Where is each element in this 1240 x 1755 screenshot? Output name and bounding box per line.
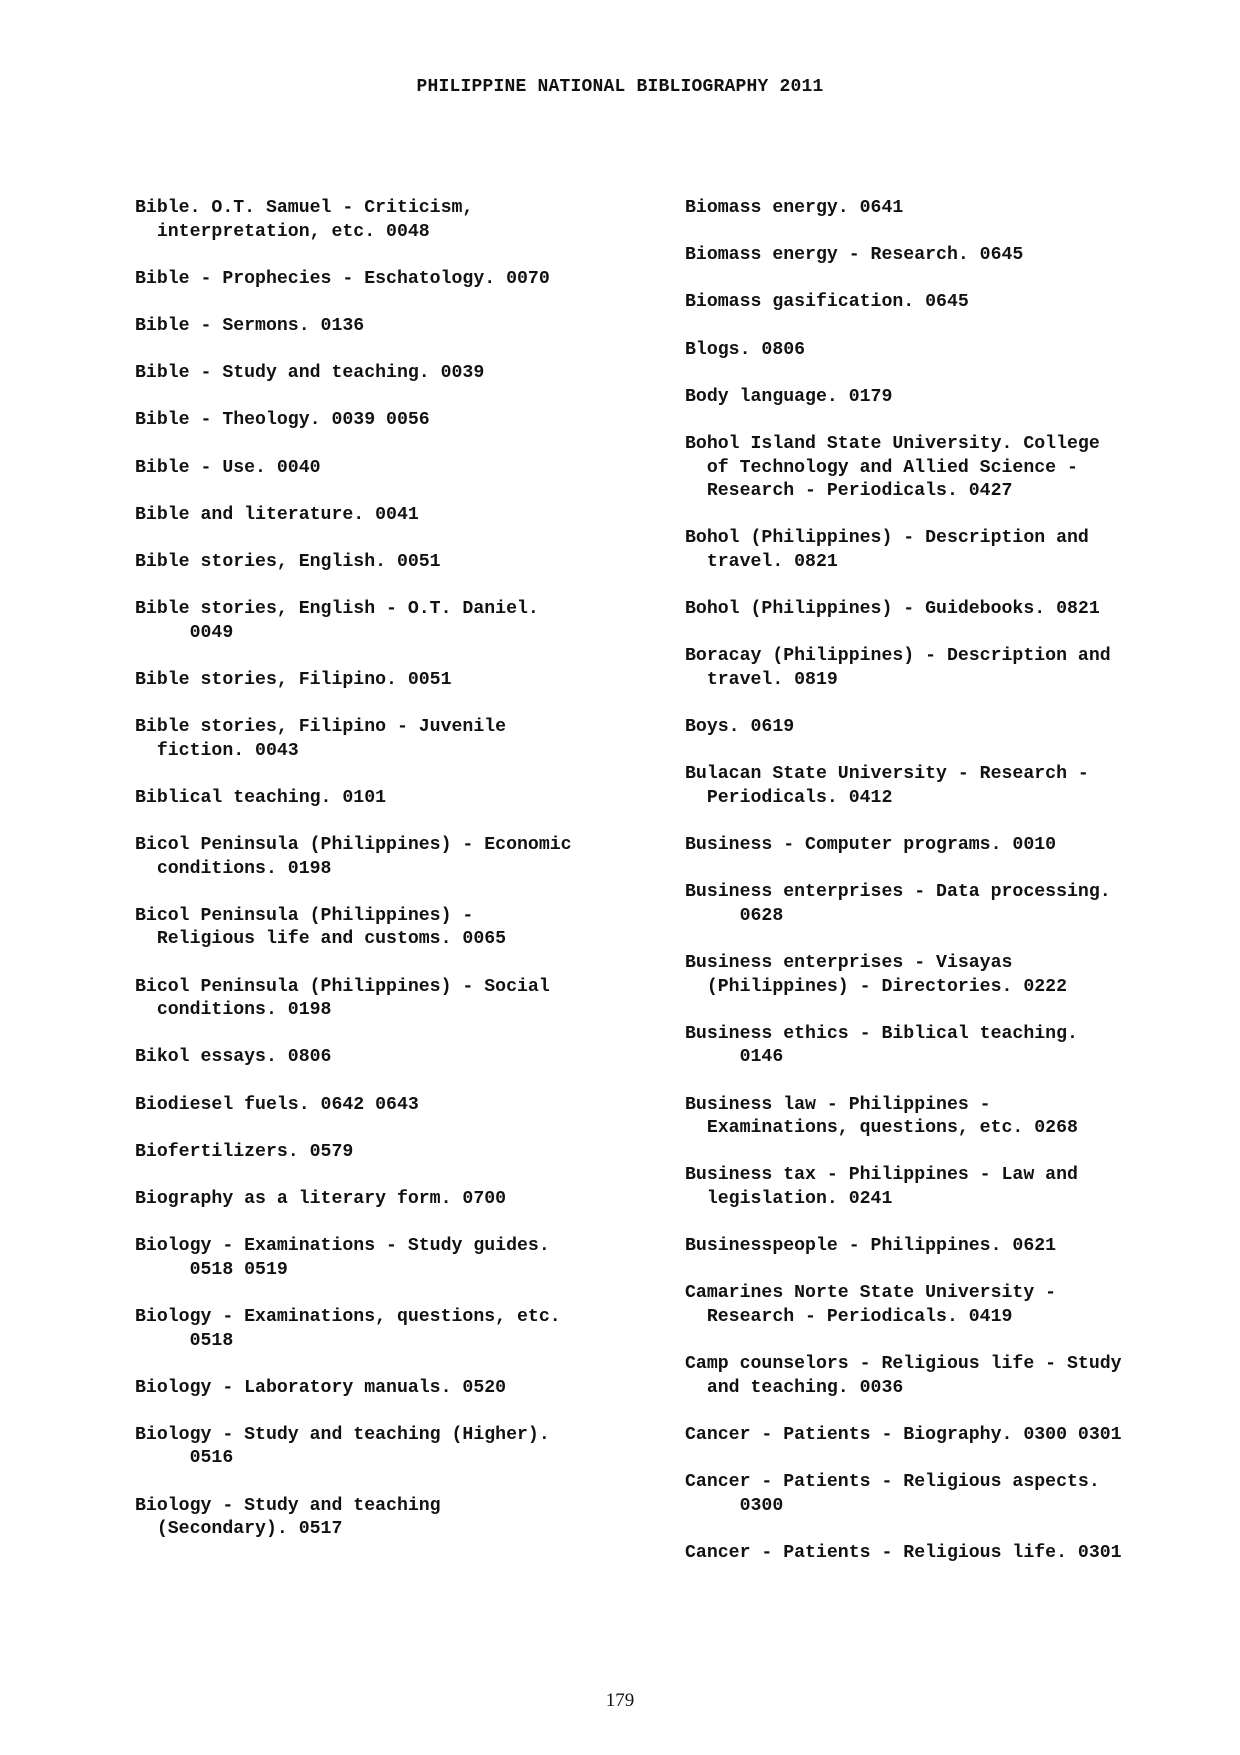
index-entry-line: Camp counselors - Religious life - Study [685,1354,1122,1375]
index-entry [135,1141,655,1165]
index-entry-line: Bible. O.T. Samuel - Criticism, [135,198,474,218]
index-entry-line: Biology - Study and teaching [135,1495,441,1516]
index-entry-line: Bible stories, English. 0051 [135,551,441,572]
index-entry-line: interpretation, etc. 0048 [135,221,430,242]
index-entry-line: legislation. 0241 [685,1188,893,1209]
index-entry [135,1188,655,1212]
index-entry-line: Examinations, questions, etc. 0268 [685,1118,1078,1139]
index-entry-line: Business tax - Philippines - Law and [685,1165,1078,1186]
index-entry-line: Biology - Laboratory manuals. 0520 [135,1377,507,1398]
index-entry [685,1353,1230,1400]
index-entry-line: Business enterprises - Data processing. [685,882,1111,903]
index-entry-line: fiction. 0043 [135,740,299,761]
index-entry-line: Biology - Examinations, questions, etc. [135,1306,561,1327]
index-entry-line: Body language. 0179 [685,386,893,407]
index-entry-line: Biology - Examinations - Study guides. [135,1236,550,1257]
index-entry [135,551,655,575]
index-entry-line: 0516 [135,1448,234,1469]
index-entry [685,291,1230,315]
index-entry-line: conditions. 0198 [135,858,332,879]
index-entry-line: Biomass energy. 0641 [685,198,904,218]
index-entry [685,1164,1230,1211]
index-entry [135,598,655,645]
index-entry-line: Bohol (Philippines) - Description and [685,528,1089,549]
index-entry-line: Biofertilizers. 0579 [135,1141,354,1162]
index-entry [685,1094,1230,1141]
index-entry [135,1495,655,1542]
index-column-left [135,197,655,1565]
index-entry-line: Bohol Island State University. College [685,433,1100,454]
index-entry [685,433,1230,504]
index-entry [135,1424,655,1471]
index-entry-line: Cancer - Patients - Religious life. 0301 [685,1542,1122,1563]
index-entry [135,1046,655,1070]
index-entry-line: Research - Periodicals. 0427 [685,481,1013,502]
index-entry [135,315,655,339]
index-entry-line: Bulacan State University - Research - [685,764,1089,785]
index-entry-line: (Secondary). 0517 [135,1519,343,1540]
index-entry-line: Biology - Study and teaching (Higher). [135,1424,550,1445]
index-entry [135,457,655,481]
index-entry [685,1542,1230,1566]
index-entry-line: Research - Periodicals. 0419 [685,1306,1013,1327]
index-entry-line: 0518 [135,1330,234,1351]
index-entry-line: Camarines Norte State University - [685,1283,1057,1304]
index-entry [135,362,655,386]
index-entry [685,339,1230,363]
index-entry [135,1235,655,1282]
index-entry-line: travel. 0821 [685,551,838,572]
index-entry [135,716,655,763]
index-entry-line: 0146 [685,1047,784,1068]
index-entry [685,197,1230,221]
index-entry-line: Religious life and customs. 0065 [135,929,507,950]
index-entry [685,1424,1230,1448]
index-entry-line: Bible stories, English - O.T. Daniel. [135,599,539,620]
index-entry [135,787,655,811]
index-entry-line: 0518 0519 [135,1259,288,1280]
index-entry-line: Biodiesel fuels. 0642 0643 [135,1094,419,1115]
index-entry [135,1094,655,1118]
index-column-right [685,197,1230,1589]
index-entry-line: 0300 [685,1495,784,1516]
index-entry-line: Business ethics - Biblical teaching. [685,1023,1078,1044]
index-entry [685,834,1230,858]
index-entry-line: Bible - Sermons. 0136 [135,315,365,336]
index-entry [135,1306,655,1353]
index-entry [685,1282,1230,1329]
index-entry [135,905,655,952]
index-entry [685,952,1230,999]
index-entry-line: Bible stories, Filipino. 0051 [135,669,452,690]
index-entry [685,763,1230,810]
index-entry-line: Biblical teaching. 0101 [135,787,387,808]
index-entry-line: Cancer - Patients - Biography. 0300 0301 [685,1424,1122,1445]
index-entry-line: Bible - Use. 0040 [135,457,321,478]
index-entry-line: Cancer - Patients - Religious aspects. [685,1472,1100,1493]
index-entry-line: (Philippines) - Directories. 0222 [685,976,1067,997]
index-entry-line: Bikol essays. 0806 [135,1047,332,1068]
index-entry-line: 0049 [135,622,234,643]
index-entry-line: Boys. 0619 [685,717,795,738]
index-entry-line: Bible and literature. 0041 [135,504,419,525]
index-entry-line: Business law - Philippines - [685,1094,991,1115]
index-entry-line: Bible - Study and teaching. 0039 [135,363,485,384]
index-entry-line: Blogs. 0806 [685,339,806,360]
index-entry [685,1471,1230,1518]
index-entry-line: 0628 [685,905,784,926]
index-entry-line: Biomass gasification. 0645 [685,292,969,313]
index-entry [685,527,1230,574]
index-entry-line: Bible stories, Filipino - Juvenile [135,717,507,738]
index-entry-line: of Technology and Allied Science - [685,457,1078,478]
index-entry [685,645,1230,692]
index-entry [685,598,1230,622]
index-entry [135,834,655,881]
index-entry-line: Business - Computer programs. 0010 [685,835,1057,856]
index-entry [135,1377,655,1401]
index-entry-line: Biography as a literary form. 0700 [135,1188,507,1209]
index-entry-line: Bicol Peninsula (Philippines) - Economic [135,835,572,856]
index-entry-line: Periodicals. 0412 [685,787,893,808]
index-entry [685,1023,1230,1070]
index-entry [685,244,1230,268]
index-entry-line: travel. 0819 [685,669,838,690]
page-number: 179 [605,1690,635,1711]
index-entry [135,268,655,292]
index-entry-line: Bible - Prophecies - Eschatology. 0070 [135,268,550,289]
index-entry-line: Bicol Peninsula (Philippines) - [135,905,474,926]
index-entry [135,197,655,244]
index-entry [135,976,655,1023]
index-entry [135,669,655,693]
index-entry-line: Business enterprises - Visayas [685,953,1013,973]
page-title: PHILIPPINE NATIONAL BIBLIOGRAPHY 2011 [416,77,824,97]
index-entry [135,409,655,433]
index-entry-line: Boracay (Philippines) - Description and [685,646,1111,667]
index-entry [135,504,655,528]
index-entry-line: Bible - Theology. 0039 0056 [135,410,430,431]
index-entry-line: conditions. 0198 [135,1000,332,1021]
index-entry-line: Bicol Peninsula (Philippines) - Social [135,976,550,997]
index-entry [685,386,1230,410]
index-entry [685,716,1230,740]
index-entry [685,1235,1230,1259]
index-entry-line: and teaching. 0036 [685,1377,904,1398]
index-entry-line: Biomass energy - Research. 0645 [685,245,1024,266]
index-entry [685,881,1230,928]
index-entry-line: Bohol (Philippines) - Guidebooks. 0821 [685,599,1100,620]
index-entry-line: Businesspeople - Philippines. 0621 [685,1236,1057,1257]
